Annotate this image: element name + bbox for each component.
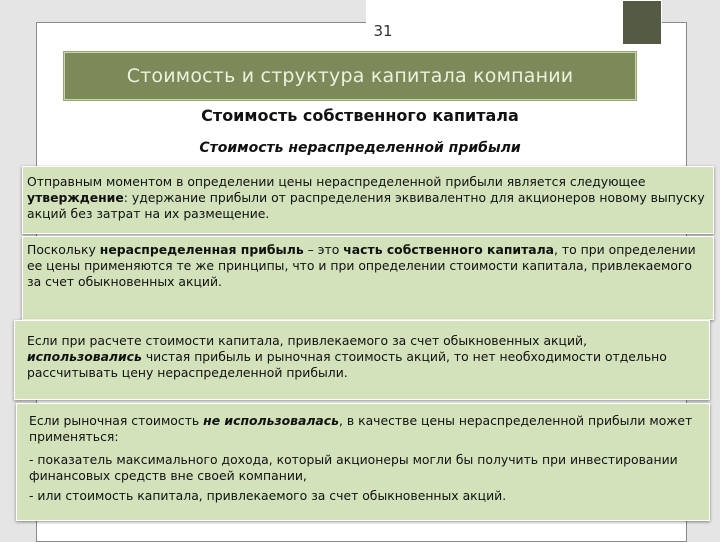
slide-number-box xyxy=(366,0,622,45)
text-run: , в качестве цены нераспределенной прибыли может применяться: xyxy=(29,413,693,444)
panel-2-text xyxy=(27,242,707,290)
emphasis-text: часть собственного капитала xyxy=(343,242,555,257)
text-run: Если при расчете стоимости капитала, привлекаемого за счет обыкновенных акций, xyxy=(27,333,588,348)
slide-number: 31 xyxy=(373,22,393,40)
text-run: Отправным моментом в определении цены нераспределенной прибыли является следующее xyxy=(27,174,646,189)
panel-4-text xyxy=(29,413,703,445)
panel-1-text xyxy=(27,174,707,222)
text-run: , то при определении ее цены применяются те же принципы, что и при определении стоимости капитала, привлекаемого за счет обыкновенных акций. xyxy=(27,242,696,289)
section-subheading: Стоимость нераспределенной прибыли xyxy=(199,140,521,156)
emphasis-text: использовались xyxy=(27,349,142,364)
section-heading: Стоимость собственного капитала xyxy=(201,106,519,125)
slide-title: Стоимость и структура капитала компании xyxy=(126,65,574,87)
emphasis-text: нераспределенная прибыль xyxy=(99,242,304,257)
text-run: чистая прибыль и рыночная стоимость акций, то нет необходимости отдельно рассчитывать цену нераспределенной прибыли. xyxy=(27,349,667,380)
list-item: - показатель максимального дохода, который акционеры могли бы получить при инвестировании финансовых средств вне своей компании, xyxy=(29,452,678,483)
decorative-tab xyxy=(622,0,662,45)
emphasis-text: утверждение xyxy=(27,190,124,205)
text-run: : удержание прибыли от распределения эквивалентно для акционеров новому выпуску акций без затрат на их размещение. xyxy=(27,190,705,221)
text-panel-2 xyxy=(22,236,714,320)
panel-3-text xyxy=(27,333,703,381)
text-panel-1 xyxy=(22,166,714,234)
list-item: - или стоимость капитала, привлекаемого за счет обыкновенных акций. xyxy=(29,488,507,503)
title-bar xyxy=(64,52,636,100)
text-panel-3 xyxy=(14,320,710,400)
text-run: – это xyxy=(303,242,344,257)
text-run: Если рыночная стоимость xyxy=(29,413,204,428)
text-panel-4 xyxy=(16,403,710,521)
text-run: Поскольку xyxy=(27,242,100,257)
emphasis-text: не использовалась xyxy=(203,413,339,428)
